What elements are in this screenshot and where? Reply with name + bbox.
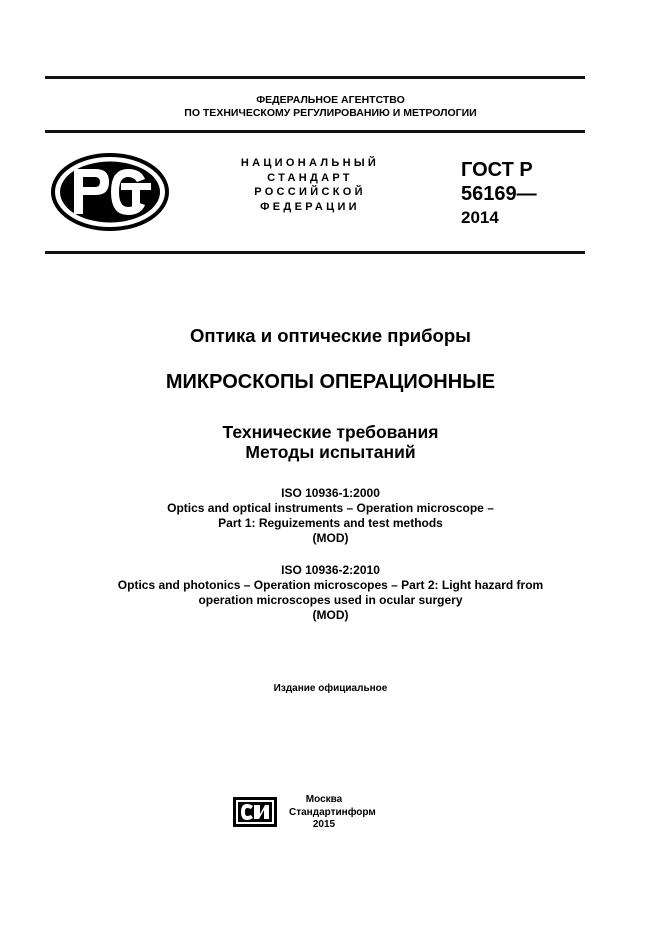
subject-heading: Оптика и оптические приборы — [190, 325, 471, 346]
national-standard-line-2: СТАНДАРТ — [267, 171, 353, 184]
subtitle-line-1: Технические требования — [222, 422, 439, 442]
agency-header — [0, 94, 661, 120]
iso-2-line-2: operation microscopes used in ocular surgery — [198, 593, 463, 607]
publisher-year: 2015 — [312, 819, 336, 830]
iso-2-mod: (MOD) — [312, 608, 349, 622]
iso-1-code: ISO 10936-1:2000 — [281, 486, 380, 500]
top-rule — [45, 76, 585, 79]
publisher-city: Москва — [305, 794, 343, 805]
iso-1-mod: (MOD) — [312, 531, 349, 545]
publisher-block — [289, 794, 376, 832]
standartinform-logo — [233, 797, 277, 827]
national-standard-line-4: ФЕДЕРАЦИИ — [260, 200, 360, 213]
iso-2-code: ISO 10936-2:2010 — [281, 563, 380, 577]
publisher-name: Стандартинформ — [289, 806, 376, 818]
bottom-header-rule — [45, 251, 585, 254]
iso-reference-1 — [0, 486, 661, 546]
official-edition-label: Издание официальное — [273, 683, 388, 694]
gost-number — [461, 158, 537, 230]
gost-line-1: ГОСТ Р — [461, 159, 533, 181]
gost-line-2: 56169— — [461, 183, 537, 205]
iso-1-line-1: Optics and optical instruments – Operation microscope – — [167, 501, 494, 515]
document-title: МИКРОСКОПЫ ОПЕРАЦИОННЫЕ — [165, 371, 496, 393]
gost-line-3: 2014 — [461, 208, 499, 227]
subtitle-line-2: Методы испытаний — [245, 442, 416, 462]
national-standard-line-3: РОССИЙСКОЙ — [254, 186, 366, 199]
agency-line-2: ПО ТЕХНИЧЕСКОМУ РЕГУЛИРОВАНИЮ И МЕТРОЛОГИИ — [184, 107, 477, 119]
national-standard-line-1: НАЦИОНАЛЬНЫЙ — [240, 157, 380, 169]
iso-2-line-1: Optics and photonics – Operation microscopes – Part 2: Light hazard from — [117, 578, 544, 592]
agency-line-1: ФЕДЕРАЛЬНОЕ АГЕНТСТВО — [256, 94, 405, 106]
iso-1-line-2: Part 1: Reguizements and test methods — [218, 516, 443, 530]
rst-certification-mark — [50, 152, 170, 232]
document-subtitle — [0, 422, 661, 462]
header-rule — [45, 130, 585, 133]
iso-reference-2 — [0, 563, 661, 623]
national-standard-label — [230, 156, 390, 214]
